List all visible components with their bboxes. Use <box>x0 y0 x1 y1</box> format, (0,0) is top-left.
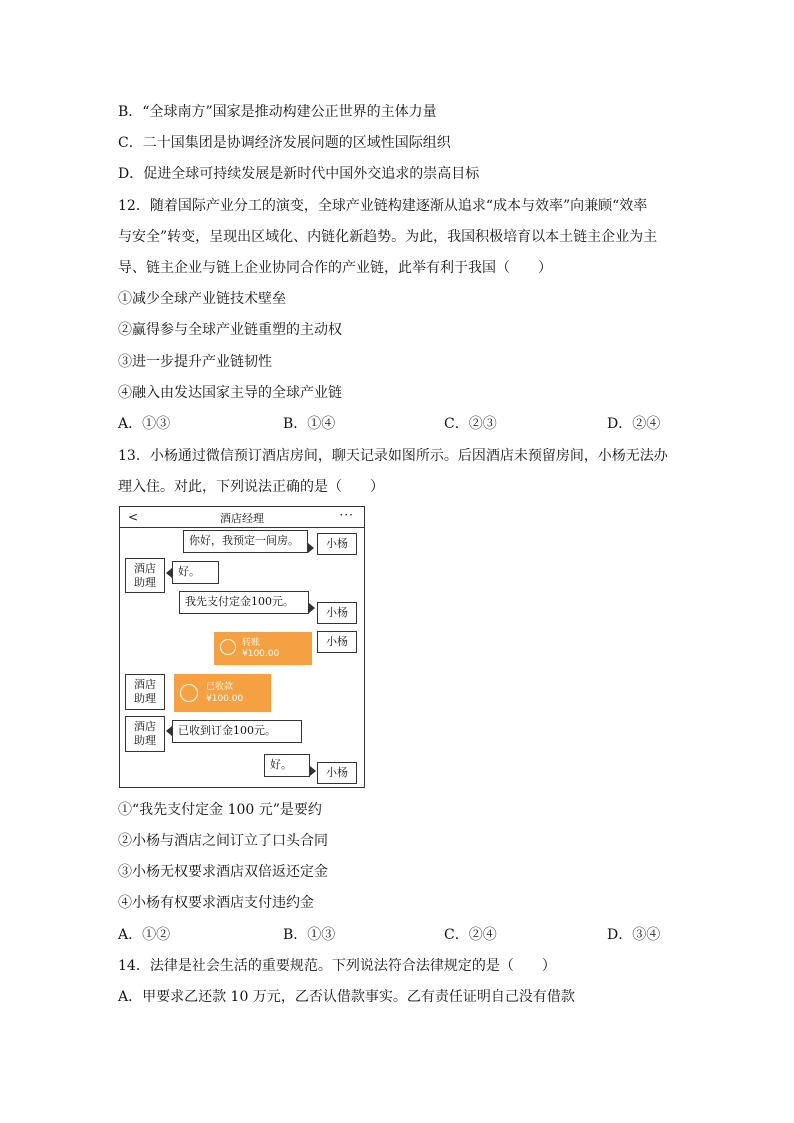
q12-stem-2: 与安全”转变，呈现出区域化、内链化新趋势。为此，我国积极培育以本土链主企业为主 <box>118 229 658 245</box>
bubble-tail-icon <box>310 766 316 776</box>
assistant-name-1: 酒店 <box>134 678 156 691</box>
user-avatar: 小杨 <box>317 533 357 555</box>
assistant-name-2: 助理 <box>134 576 156 589</box>
q13-option-a: A．①② <box>118 927 171 943</box>
q12-option-a: A．①③ <box>118 416 171 432</box>
assistant-name-1: 酒店 <box>134 562 156 575</box>
q13-option-d: D．③④ <box>607 927 661 943</box>
assistant-name-2: 助理 <box>134 692 156 705</box>
transfer-icon <box>220 639 236 655</box>
q13-statement-2: ②小杨与酒店之间订立了口头合同 <box>118 833 328 849</box>
transfer-label: 转账 <box>242 638 261 648</box>
b11-option: B．“全球南方”国家是推动构建公正世界的主体力量 <box>118 104 437 120</box>
q12-option-b: B．①④ <box>283 416 336 432</box>
q12-statement-2: ②赢得参与全球产业链重塑的主动权 <box>118 322 342 338</box>
assistant-name-2: 助理 <box>134 734 156 747</box>
q12-option-d: D．②④ <box>607 416 661 432</box>
received-label: 已收款 <box>206 682 234 692</box>
q14-option-a: A．甲要求乙还款 10 万元，乙否认借款事实。乙有责任证明自己没有借款 <box>118 989 575 1005</box>
check-icon <box>180 684 198 702</box>
q13-stem-2: 理入住。对此，下列说法正确的是（ ） <box>118 479 384 495</box>
received-card <box>174 674 271 712</box>
q12-options <box>118 414 678 434</box>
q13-statement-4: ④小杨有权要求酒店支付违约金 <box>118 895 314 911</box>
q13-option-b: B．①③ <box>283 927 336 943</box>
q13-statement-3: ③小杨无权要求酒店双倍返还定金 <box>118 864 328 880</box>
received-amount: ¥100.00 <box>206 694 244 704</box>
chat-title: 酒店经理 <box>220 512 264 525</box>
transfer-amount: ¥100.00 <box>242 649 280 659</box>
user-avatar: 小杨 <box>317 602 357 624</box>
q13-stem-1: 13．小杨通过微信预订酒店房间，聊天记录如图所示。后因酒店未预留房间，小杨无法办 <box>118 448 668 464</box>
q13-statement-1: ①“我先支付定金 100 元”是要约 <box>118 802 322 818</box>
chat-message-4: 已收到订金100元。 <box>172 720 302 743</box>
q12-option-c: C．②③ <box>444 416 497 432</box>
chat-header <box>120 507 364 528</box>
q12-stem-1: 12．随着国际产业分工的演变，全球产业链构建逐渐从追求“成本与效率”向兼顾“效率 <box>118 198 648 214</box>
q14-stem: 14．法律是社会生活的重要规范。下列说法符合法律规定的是（ ） <box>118 958 556 974</box>
more-icon: ··· <box>339 508 354 522</box>
chat-message-2: 好。 <box>172 561 219 584</box>
transfer-card <box>214 632 312 665</box>
bubble-tail-icon <box>309 603 315 613</box>
assistant-avatar <box>125 558 165 593</box>
back-icon: < <box>128 510 139 524</box>
chat-figure <box>119 506 365 788</box>
assistant-avatar <box>125 674 165 710</box>
bubble-tail-icon <box>308 543 314 553</box>
c11-option: C．二十国集团是协调经济发展问题的区域性国际组织 <box>118 135 451 151</box>
assistant-name-1: 酒店 <box>134 720 156 733</box>
q12-statement-4: ④融入由发达国家主导的全球产业链 <box>118 385 342 401</box>
assistant-avatar <box>125 716 165 752</box>
chat-message-3: 我先支付定金100元。 <box>179 591 309 614</box>
chat-message-1: 你好，我预定一间房。 <box>183 530 308 553</box>
chat-message-5: 好。 <box>264 754 310 777</box>
q12-statement-1: ①减少全球产业链技术壁垒 <box>118 291 286 307</box>
q12-statement-3: ③进一步提升产业链韧性 <box>118 354 272 370</box>
user-avatar: 小杨 <box>317 762 357 784</box>
q13-options <box>118 925 678 945</box>
user-avatar: 小杨 <box>317 631 357 653</box>
q12-stem-3: 导、链主企业与链上企业协同合作的产业链，此举有利于我国（ ） <box>118 260 552 276</box>
q13-option-c: C．②④ <box>444 927 497 943</box>
d11-option: D．促进全球可持续发展是新时代中国外交追求的崇高目标 <box>118 166 480 182</box>
